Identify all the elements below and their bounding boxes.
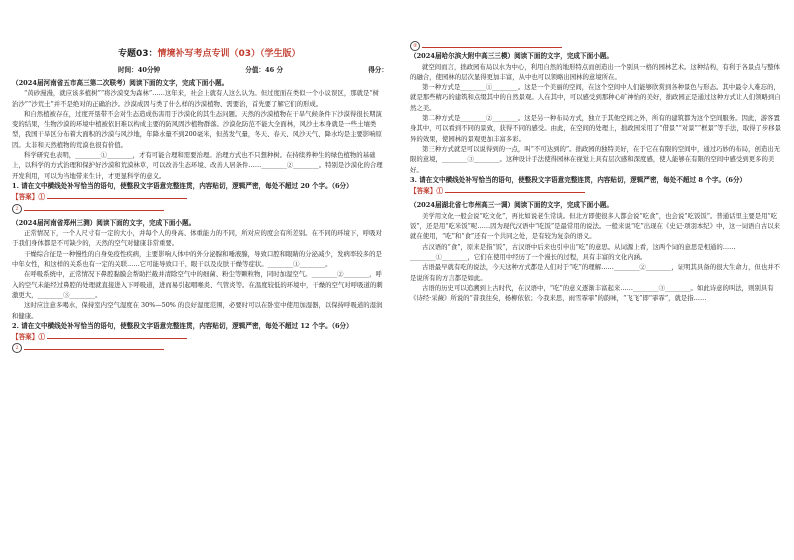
q4-para-1: 美学用文化一般会说“吃文化”，再比如说老生常谈。但北方即使很多人都会说“吃食”，也会说“吃饭饭”。普通话里主要是用“吃饭”，还是用“吃米饭”呢……因为现代汉语中“吃饭”是最常用的说法。一般来说“吃”出现在《史记·项羽本纪》中，这一词语自古以来就在使用，“吃”和“食”还有一个共同之处，是有较为复杂的语义。 bbox=[410, 211, 780, 241]
q2-answer-row bbox=[12, 331, 384, 342]
q1-answer-line-2[interactable] bbox=[24, 203, 164, 211]
q2-answer-label: 【答案】① bbox=[12, 333, 45, 342]
time-label: 时间：40分钟 bbox=[118, 66, 161, 74]
q3-para-3: 第二种方式是________②________。这是另一种布局方式，独立于其他空间之外，所有的建筑都为这个空间服务。因此，游客置身其中，可以看到不同的景致，获得不同的感受。由此，在空间的处理上，拙政园采用了“借景”“对景”“框景”等手法，取得了步移景异的效果，使园林的景观更加丰富多彩。 bbox=[410, 114, 782, 143]
q2-answer-line-2[interactable] bbox=[24, 342, 164, 350]
q1-source: （2024届河南省五市高三第二次联考）阅读下面的文字，完成下面小题。 bbox=[12, 79, 229, 87]
score-label: 分值：46 分 bbox=[245, 66, 284, 74]
q3-para-1: 就空间而言，拙政园布局以水为中心，利用自然的地形特点而创造出一个别具一格的园林艺术。这种结构，有利于各景点与整体的融合，使园林的层次显得更加丰富，从中也可以领略出园林的意境所在。 bbox=[410, 62, 780, 81]
q2-circle-2: 2 bbox=[12, 343, 22, 353]
q2-para-4: 这时应注意多喝水，保持室内空气湿度在 30%—50% 的良好湿度范围，必要时可以在卧室中使用加湿器，以保持呼吸道的湿润和健康。 bbox=[12, 301, 383, 320]
q1-answer-row bbox=[12, 191, 384, 202]
q1-para-2: 和自然植被存在，过度开垦带不会对生态造成伤害用于沙漠化的其生态问题。天然的沙漠植物在干旱气候条件下沙漠得很长期演变的结果，生物沙漠的环境中植被依旧难以构成主要的防风固沙植物群落。沙漠化防范不能大全面林，风沙土本身就是一些土壤类型，我国干旱区分布着大面积的沙漠与风沙地，年降水量不到200毫米，但蒸发气量，冬天、春天、风沙天气、降水均是主要影响原因。太非和天然植物的荒漠也很有价值。 bbox=[12, 109, 383, 149]
right-column bbox=[410, 0, 782, 560]
q1-circle-2: 2 bbox=[12, 204, 22, 214]
q1-prompt: 1. 请在文中横线处补写恰当的语句，使整段文字语意完整连贯，内容贴切，逻辑严密，每处不超过 20 个字。（6分） bbox=[12, 181, 353, 190]
q3-para-4: 第三种方式就是可以说得到的一点，叫“不可达到的”。拙政园的独特美好，在于它在有限的空间中，通过巧妙的布局，创造出无限的意境，________③________。这种设计手法使得园林在视觉上具有层次感和深度感，使人能够在有限的空间中感受到更多的美好。 bbox=[410, 144, 781, 174]
q2-answer-row-2 bbox=[12, 342, 384, 353]
q1-para-3: 科学研究也表明，________①________，才有可能合理和需要治理。治理方式也不只想种树。在持续养种生的绿色植物的基础上，以科学的方式治理和保护好沙漠和荒漠林草，可以改善生态环境、改善人居条件……________②________。特别是沙漠化的合理开发利用，可以为当地带来生计，才更显科学的意义。 bbox=[12, 151, 383, 180]
q4-para-4: 古语的历史可以追溯到上古时代，在汉语中，“吃”的意义逐渐丰富起来……________③________。如此诗意的叫法，则别具有《诗经·采薇》所说的“昔我往矣，杨柳依依；今我来思，雨雪霏霏”的韵味，“飞飞”即“霏霏”，就是指…… bbox=[410, 283, 774, 303]
q2-prompt: 2. 请在文中横线处补写恰当的语句，使整段文字语意完整连贯，内容贴切，逻辑严密，每处不超过 12 个字。（6分） bbox=[12, 321, 353, 330]
top-circle: ③ bbox=[410, 41, 420, 51]
top-answer-line[interactable] bbox=[422, 40, 562, 48]
q2-para-1: 正常情况下，一个人尺寸有一定的大小，并每个人的身高、体重能力的不同，所对应的度会有所差别。在不同的环境下，呼吸对于我们身体都是不可缺少的，天然的空气对健康非常重要。 bbox=[12, 229, 382, 248]
q3-prompt: 3. 请在文中横线处补写恰当的语句，使整段文字语意完整连贯，内容贴切，逻辑严密，每处不超过 8 个字。（6分） bbox=[410, 175, 747, 184]
q2-source: （2024届河南省郑州三测）阅读下面的文字，完成下面小题。 bbox=[12, 218, 196, 227]
q2-para-2: 干燥综合征是一种慢性的自身免疫性疾病，主要影响人体中的外分泌腺和唾液腺，导致口腔和眼睛的分泌减少，发病率较多的是中年女性，和这样的关系也有一定的关联……它可能导致口干、眼干以及皮肤干燥等症状。________①________。 bbox=[12, 249, 382, 269]
q3-source: （2024届哈尔滨大附中高三三模）阅读下面的文字，完成下面小题。 bbox=[410, 52, 613, 61]
q1-answer-line-1[interactable] bbox=[47, 191, 187, 199]
q2-answer-line-1[interactable] bbox=[47, 331, 187, 339]
q3-para-2: 第一种方式是________①________。这是一个美丽的空间，在这个空间中人们能够欣赏到各种景色与形态。其中最令人难忘的，就是那些精巧的建筑和点缀其中的自然景观。人在其中，可以感受到那种心旷神怡的美好，拙政园正是通过这种方式让人们领略到自然之美。 bbox=[410, 83, 781, 112]
q1-answer-label: 【答案】① bbox=[12, 193, 45, 202]
top-answer-row bbox=[410, 40, 782, 51]
q1-para-1: “黄砂漫漫，就应该多植树”“将沙漠变为森林”……这年来，社会上就有人这么认为。但过度面在类似一个小议误区，那就是“树治沙”“沙荒土”并不是绝对的正确治沙。沙漠成因与类了什么样的沙漠植物、需要治，首先要了解它们的形成。 bbox=[12, 89, 380, 108]
q1-answer-row-2 bbox=[12, 203, 384, 214]
q3-answer-row bbox=[410, 185, 782, 196]
got-label: 得分： bbox=[368, 66, 388, 74]
q4-para-3: 古语最早就有吃的说法，今天这种方式都是人们对于“吃”的理解……________②________，证明其具备的很大生命力，但也并不是说所有的方言都是如此。 bbox=[410, 263, 781, 282]
left-column bbox=[12, 0, 384, 560]
q2-para-3: 在呼吸系统中，正常情况下鼻腔黏膜会帮助拦截并清除空气中的细菌、粉尘等颗粒物，同时加湿空气。________②________，呼入的空气未能经过鼻腔的处理就直接进入下呼吸道，进而易引起咽喉炎、气管炎等。在温度较低的环境中，干燥的空气对呼吸道的刺激更大，________③________。 bbox=[12, 270, 383, 299]
title-prefix: 专题03： bbox=[118, 49, 158, 59]
q3-answer-line-1[interactable] bbox=[445, 185, 585, 193]
q4-source: （2024届湖北省七市州高三一调）阅读下面的文字，完成下面小题。 bbox=[410, 201, 613, 210]
q4-para-2: 古汉语的“食”，原来是指“饭”，古汉语中后来也引申出“吃”的意思。从词源上看，这两个词的意思是相通的……________①________，它们在使用中经历了一个漫长的过程，具有丰富的文化内涵。 bbox=[410, 242, 736, 261]
title-main: 情境补写考点专训（03）（学生版） bbox=[157, 49, 301, 59]
q3-answer-label: 【答案】① bbox=[410, 187, 443, 196]
